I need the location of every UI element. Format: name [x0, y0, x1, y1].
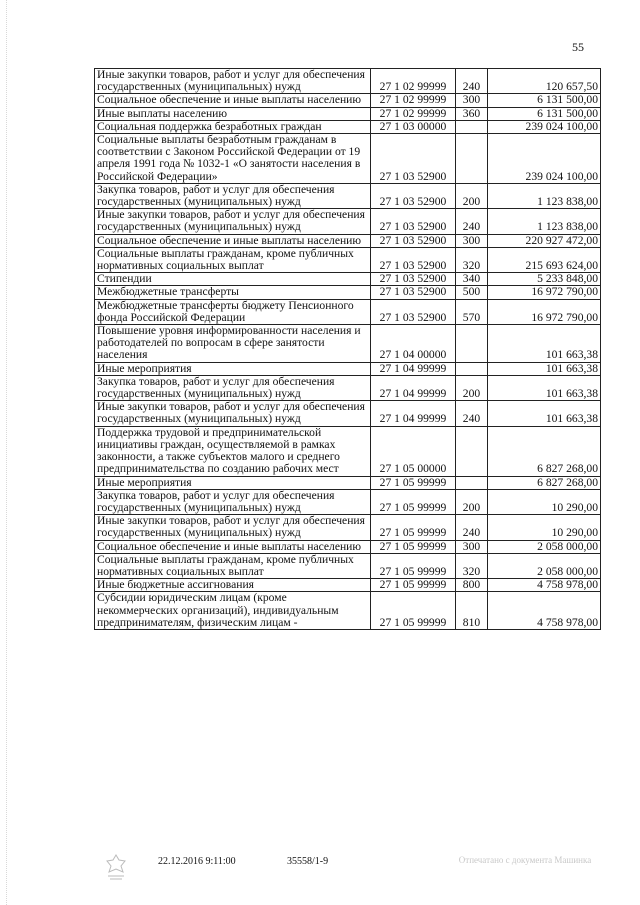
scan-edge-line [6, 0, 7, 905]
row-name: Иные бюджетные ассигнования [95, 579, 371, 592]
row-name: Иные мероприятия [95, 362, 371, 375]
row-name: Социальная поддержка безработных граждан [95, 120, 371, 133]
row-amount: 101 663,38 [488, 362, 601, 375]
table-row [95, 134, 601, 184]
row-expense-type: 570 [456, 299, 488, 324]
row-amount: 2 058 000,00 [488, 553, 601, 578]
table-row [95, 286, 601, 299]
row-expense-type: 810 [456, 592, 488, 630]
row-expense-type [456, 362, 488, 375]
row-amount: 101 663,38 [488, 375, 601, 400]
row-name: Иные закупки товаров, работ и услуг для обеспечения государственных (муниципальных) нужд [95, 401, 371, 426]
row-name: Иные закупки товаров, работ и услуг для обеспечения государственных (муниципальных) нужд [95, 515, 371, 540]
row-code: 27 1 03 52900 [371, 247, 456, 272]
row-expense-type: 340 [456, 273, 488, 286]
table-row [95, 553, 601, 578]
table-row [95, 489, 601, 514]
row-name: Иные мероприятия [95, 476, 371, 489]
row-name: Субсидии юридическим лицам (кроме некоммерческих организаций), индивидуальным предпринимателям, физическим лицам - [95, 592, 371, 630]
row-name: Закупка товаров, работ и услуг для обеспечения государственных (муниципальных) нужд [95, 183, 371, 208]
budget-table-body [95, 69, 601, 630]
row-code: 27 1 05 00000 [371, 426, 456, 476]
faint-watermark-text: Отпечатано с документа Машинка [458, 855, 592, 865]
row-code: 27 1 03 52900 [371, 234, 456, 247]
row-amount: 101 663,38 [488, 325, 601, 363]
row-expense-type: 300 [456, 94, 488, 107]
row-expense-type: 300 [456, 540, 488, 553]
row-amount: 2 058 000,00 [488, 540, 601, 553]
table-row [95, 579, 601, 592]
row-expense-type: 240 [456, 515, 488, 540]
row-name: Социальные выплаты гражданам, кроме публичных нормативных социальных выплат [95, 553, 371, 578]
table-row [95, 94, 601, 107]
table-row [95, 247, 601, 272]
row-name: Социальное обеспечение и иные выплаты населению [95, 234, 371, 247]
table-row [95, 540, 601, 553]
row-amount: 10 290,00 [488, 515, 601, 540]
row-amount: 5 233 848,00 [488, 273, 601, 286]
table-row [95, 362, 601, 375]
row-code: 27 1 04 99999 [371, 401, 456, 426]
row-expense-type: 200 [456, 375, 488, 400]
row-amount: 6 131 500,00 [488, 107, 601, 120]
row-code: 27 1 05 99999 [371, 553, 456, 578]
row-code: 27 1 05 99999 [371, 579, 456, 592]
row-expense-type: 240 [456, 69, 488, 94]
document-number: 35558/1-9 [287, 856, 329, 867]
row-amount: 6 827 268,00 [488, 426, 601, 476]
row-code: 27 1 03 52900 [371, 209, 456, 234]
table-row [95, 234, 601, 247]
row-code: 27 1 05 99999 [371, 476, 456, 489]
row-code: 27 1 04 99999 [371, 362, 456, 375]
row-name: Межбюджетные трансферты бюджету Пенсионного фонда Российской Федерации [95, 299, 371, 324]
row-expense-type: 200 [456, 183, 488, 208]
row-expense-type [456, 476, 488, 489]
row-name: Социальное обеспечение и иные выплаты населению [95, 540, 371, 553]
print-timestamp: 22.12.2016 9:11:00 [158, 856, 236, 867]
row-expense-type [456, 134, 488, 184]
table-row [95, 325, 601, 363]
table-row [95, 183, 601, 208]
row-amount: 4 758 978,00 [488, 579, 601, 592]
row-amount: 6 827 268,00 [488, 476, 601, 489]
row-amount: 101 663,38 [488, 401, 601, 426]
row-code: 27 1 04 00000 [371, 325, 456, 363]
row-amount: 16 972 790,00 [488, 286, 601, 299]
row-expense-type: 240 [456, 401, 488, 426]
row-name: Стипендии [95, 273, 371, 286]
row-code: 27 1 03 52900 [371, 183, 456, 208]
row-expense-type: 360 [456, 107, 488, 120]
table-row [95, 476, 601, 489]
row-expense-type: 500 [456, 286, 488, 299]
table-row [95, 120, 601, 133]
table-row [95, 401, 601, 426]
row-amount: 1 123 838,00 [488, 209, 601, 234]
row-name: Иные закупки товаров, работ и услуг для обеспечения государственных (муниципальных) нужд [95, 69, 371, 94]
row-amount: 239 024 100,00 [488, 120, 601, 133]
table-row [95, 515, 601, 540]
row-expense-type [456, 325, 488, 363]
row-amount: 16 972 790,00 [488, 299, 601, 324]
table-row [95, 299, 601, 324]
row-amount: 215 693 624,00 [488, 247, 601, 272]
row-code: 27 1 03 52900 [371, 299, 456, 324]
row-code: 27 1 05 99999 [371, 592, 456, 630]
table-row [95, 592, 601, 630]
seal-icon [104, 853, 128, 883]
row-expense-type: 320 [456, 553, 488, 578]
row-name: Иные закупки товаров, работ и услуг для обеспечения государственных (муниципальных) нужд [95, 209, 371, 234]
row-name: Иные выплаты населению [95, 107, 371, 120]
row-expense-type: 300 [456, 234, 488, 247]
table-row [95, 209, 601, 234]
row-amount: 120 657,50 [488, 69, 601, 94]
row-code: 27 1 04 99999 [371, 375, 456, 400]
row-expense-type: 320 [456, 247, 488, 272]
row-expense-type [456, 426, 488, 476]
table-row [95, 426, 601, 476]
row-amount: 4 758 978,00 [488, 592, 601, 630]
table-row [95, 375, 601, 400]
row-amount: 6 131 500,00 [488, 94, 601, 107]
row-code: 27 1 02 99999 [371, 107, 456, 120]
table-row [95, 107, 601, 120]
row-amount: 239 024 100,00 [488, 134, 601, 184]
row-expense-type: 240 [456, 209, 488, 234]
row-code: 27 1 03 52900 [371, 286, 456, 299]
row-code: 27 1 05 99999 [371, 540, 456, 553]
row-name: Закупка товаров, работ и услуг для обеспечения государственных (муниципальных) нужд [95, 375, 371, 400]
row-code: 27 1 05 99999 [371, 515, 456, 540]
row-expense-type [456, 120, 488, 133]
row-expense-type: 200 [456, 489, 488, 514]
row-amount: 1 123 838,00 [488, 183, 601, 208]
row-amount: 220 927 472,00 [488, 234, 601, 247]
row-amount: 10 290,00 [488, 489, 601, 514]
row-expense-type: 800 [456, 579, 488, 592]
row-code: 27 1 02 99999 [371, 94, 456, 107]
row-name: Социальное обеспечение и иные выплаты населению [95, 94, 371, 107]
row-name: Социальные выплаты безработным гражданам в соответствии с Законом Российской Федерации от 19 апреля 1991 года № 1032-1 «О занятости населения в Российской Федерации» [95, 134, 371, 184]
page-footer [0, 853, 640, 893]
row-code: 27 1 05 99999 [371, 489, 456, 514]
row-name: Поддержка трудовой и предпринимательской инициативы граждан, осуществляемой в рамках законности, а также субъектов малого и среднего предпринимательства по созданию рабочих мест [95, 426, 371, 476]
table-row [95, 69, 601, 94]
budget-table [94, 68, 601, 630]
row-code: 27 1 03 00000 [371, 120, 456, 133]
row-name: Закупка товаров, работ и услуг для обеспечения государственных (муниципальных) нужд [95, 489, 371, 514]
page-number: 55 [572, 40, 584, 54]
row-code: 27 1 03 52900 [371, 273, 456, 286]
row-code: 27 1 02 99999 [371, 69, 456, 94]
row-code: 27 1 03 52900 [371, 134, 456, 184]
table-row [95, 273, 601, 286]
row-name: Повышение уровня информированности населения и работодателей по вопросам в сфере занятости населения [95, 325, 371, 363]
row-name: Межбюджетные трансферты [95, 286, 371, 299]
row-name: Социальные выплаты гражданам, кроме публичных нормативных социальных выплат [95, 247, 371, 272]
